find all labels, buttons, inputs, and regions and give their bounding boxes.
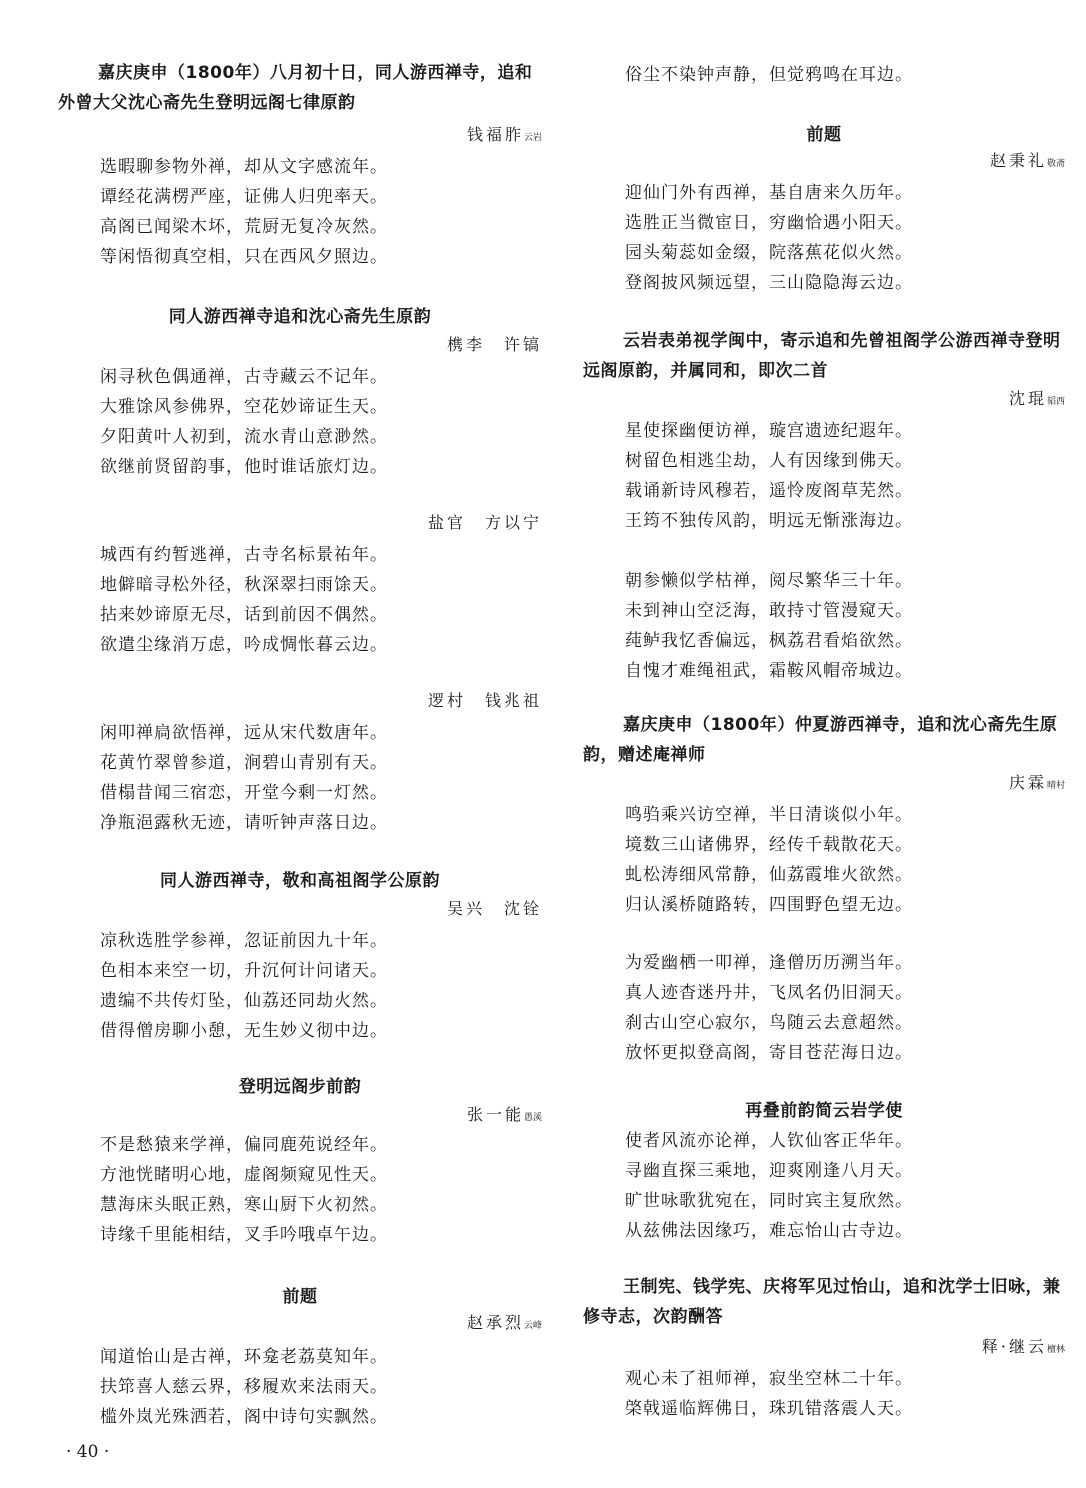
author-note: 敬斋 (1046, 159, 1065, 169)
poem-line: 莼鲈我忆香偏远，枫荔君看焰欲然。 (625, 631, 913, 651)
poem-title: 嘉庆庚申（1800年）仲夏游西禅寺，追和沈心斋先生原韵，赠述庵禅师 (583, 715, 1058, 765)
author-note: 韬西 (1046, 397, 1065, 407)
poem-line: 借得僧房聊小憩，无生妙义彻中边。 (100, 1021, 388, 1041)
poem-line: 大雅馀风参佛界，空花妙谛证生天。 (100, 397, 388, 417)
poem-line: 夕阳黄叶人初到，流水青山意渺然。 (100, 427, 388, 447)
poem-title: 同人游西禅寺追和沈心斋先生原韵 (168, 307, 432, 327)
author-name: 释·继云 (981, 1337, 1047, 1356)
poem-line: 使者风流亦论禅，人钦仙客正华年。 (625, 1131, 913, 1151)
poem-author: 盐官 方以宁 (427, 513, 542, 532)
poem-title: 云岩表弟视学闽中，寄示追和先曾祖阁学公游西禅寺登明远阁原韵，并属同和，即次二首 (583, 331, 1061, 381)
poem-line: 棨戟遥临辉佛日，珠玑错落震人天。 (625, 1399, 913, 1419)
poem-line: 选暇聊参物外禅，却从文字感流年。 (100, 157, 388, 177)
poem-line: 鸣驺乘兴访空禅，半日清谈似小年。 (625, 805, 913, 825)
poem-line: 放怀更拟登高阁，寄目苍茫海日边。 (625, 1043, 913, 1063)
poem-author (467, 1310, 542, 1333)
poem-title: 前题 (806, 125, 842, 145)
poem-line: 载诵新诗风穆若，遥怜废阁草芜然。 (625, 481, 913, 501)
poem-line: 闲寻秋色偶通禅，古寺藏云不记年。 (100, 367, 388, 387)
poem-author (467, 1102, 542, 1125)
poem-author (1009, 770, 1065, 793)
poem-line: 欲继前贤留韵事，他时谁话旅灯边。 (100, 457, 388, 477)
poem-line: 为爱幽栖一叩禅，逢僧历历溯当年。 (625, 953, 913, 973)
poem-line: 观心未了祖师禅，寂坐空林二十年。 (625, 1369, 913, 1389)
author-note: 愚溪 (523, 1113, 542, 1123)
poem-author: 槜李 许镐 (446, 335, 542, 354)
poem-line: 净瓶浥露秋无迹，请听钟声落日边。 (100, 813, 388, 833)
poem-line: 旷世咏歌犹宛在，同时宾主复欣然。 (625, 1191, 913, 1211)
poem-line: 王筠不独传风韵，明远无惭涨海边。 (625, 511, 913, 531)
poem-line: 槛外岚光殊洒若，阁中诗句实飘然。 (100, 1407, 388, 1427)
poem-line: 拈来妙谛原无尽，话到前因不偶然。 (100, 605, 388, 625)
poem-line: 城西有约暂逃禅，古寺名标景祐年。 (100, 545, 388, 565)
poem-author (990, 148, 1065, 171)
poem-title: 王制宪、钱学宪、庆将军见过怡山，追和沈学士旧咏，兼修寺志，次韵酬答 (583, 1277, 1061, 1327)
poem-line: 刹古山空心寂尔，鸟随云去意超然。 (625, 1013, 913, 1033)
poem-line: 欲遣尘缘消万虑，吟成惆怅暮云边。 (100, 635, 388, 655)
poem-line: 遗编不共传灯坠，仙荔还同劫火然。 (100, 991, 388, 1011)
poem-line: 俗尘不染钟声静，但觉鸦鸣在耳边。 (625, 65, 913, 85)
author-name: 庆霖 (1008, 773, 1047, 792)
poem-line: 闲叩禅扃欲悟禅，远从宋代数唐年。 (100, 723, 388, 743)
poem-line: 地僻暗寻松外径，秋深翠扫雨馀天。 (100, 575, 388, 595)
author-name: 沈琨 (1008, 389, 1047, 408)
poem-line: 境数三山诸佛界，经传千载散花天。 (625, 835, 913, 855)
poem-author: 吴兴 沈铨 (446, 899, 542, 918)
author-name: 钱福胙 (466, 125, 524, 144)
poem-line: 扶筇喜人慈云界，移履欢来法雨天。 (100, 1377, 388, 1397)
poem-line: 高阁已闻梁木坏，荒厨无复冷灰然。 (100, 217, 388, 237)
author-note: 云岩 (523, 133, 542, 143)
poem-line: 谭经花满楞严座，证佛人归兜率天。 (100, 187, 388, 207)
poem-line: 朝参懒似学枯禅，阅尽繁华三十年。 (625, 571, 913, 591)
author-note: 云峰 (523, 1321, 542, 1331)
poem-author (982, 1334, 1065, 1357)
poem-title: 同人游西禅寺，敬和高祖阁学公原韵 (160, 871, 440, 891)
poem-line: 慧海床头眠正熟，寒山厨下火初然。 (100, 1195, 388, 1215)
poem-author: 逻村 钱兆祖 (427, 691, 542, 710)
poem-line: 虬松涛细风常静，仙荔霞堆火欲然。 (625, 865, 913, 885)
poem-title: 再叠前韵简云岩学使 (745, 1101, 903, 1121)
poem-title: 登明远阁步前韵 (238, 1077, 362, 1097)
poem-line: 闻道怡山是古禅，环龛老荔莫知年。 (100, 1347, 388, 1367)
poem-line: 寻幽直探三乘地，迎爽刚逢八月天。 (625, 1161, 913, 1181)
poem-line: 从兹佛法因缘巧，难忘怡山古寺边。 (625, 1221, 913, 1241)
poem-line: 借榻昔闻三宿恋，开堂今剩一灯然。 (100, 783, 388, 803)
poem-line: 等闲悟彻真空相，只在西风夕照边。 (100, 247, 388, 267)
poem-line: 迎仙门外有西禅，基自唐来久历年。 (625, 183, 913, 203)
poem-line: 归认溪桥随路转，四围野色望无边。 (625, 895, 913, 915)
poem-line: 树留色相逃尘劫，人有因缘到佛天。 (625, 451, 913, 471)
poem-line: 选胜正当微宦日，穷幽恰遇小阳天。 (625, 213, 913, 233)
poem-line: 登阁披风频远望，三山隐隐海云边。 (625, 273, 913, 293)
poem-title: 前题 (282, 1287, 318, 1307)
poem-line: 诗缘千里能相结，叉手吟哦卓午边。 (100, 1225, 388, 1245)
poem-line: 园头菊蕊如金缀，院落蕉花似火然。 (625, 243, 913, 263)
poem-line: 花黄竹翠曾参道，涧碧山青别有天。 (100, 753, 388, 773)
author-name: 张一能 (466, 1105, 524, 1124)
page-number: · 40 · (66, 1442, 110, 1462)
poem-line: 方池恍睹明心地，虚阁频窥见性天。 (100, 1165, 388, 1185)
poem-line: 凉秋选胜学参禅，忽证前因九十年。 (100, 931, 388, 951)
author-name: 赵秉礼 (989, 151, 1047, 170)
poem-line: 真人迹杳迷丹井，飞凤名仍旧洞天。 (625, 983, 913, 1003)
poem-line: 色相本来空一切，升沉何计问诸天。 (100, 961, 388, 981)
poem-author (1009, 386, 1065, 409)
poem-line: 不是愁猿来学禅，偏同鹿苑说经年。 (100, 1135, 388, 1155)
poem-line: 星使探幽便访禅，璇宫遗迹纪遐年。 (625, 421, 913, 441)
author-name: 赵承烈 (466, 1313, 524, 1332)
poem-title: 嘉庆庚申（1800年）八月初十日，同人游西禅寺，追和外曾大父沈心斋先生登明远阁七律原韵 (58, 63, 533, 113)
author-note: 檀林 (1046, 1345, 1065, 1355)
poem-author (467, 122, 542, 145)
author-note: 晴村 (1046, 781, 1065, 791)
poem-line: 未到神山空泛海，敢持寸管漫窥天。 (625, 601, 913, 621)
poem-line: 自愧才难绳祖武，霜鞍风帽帝城边。 (625, 661, 913, 681)
